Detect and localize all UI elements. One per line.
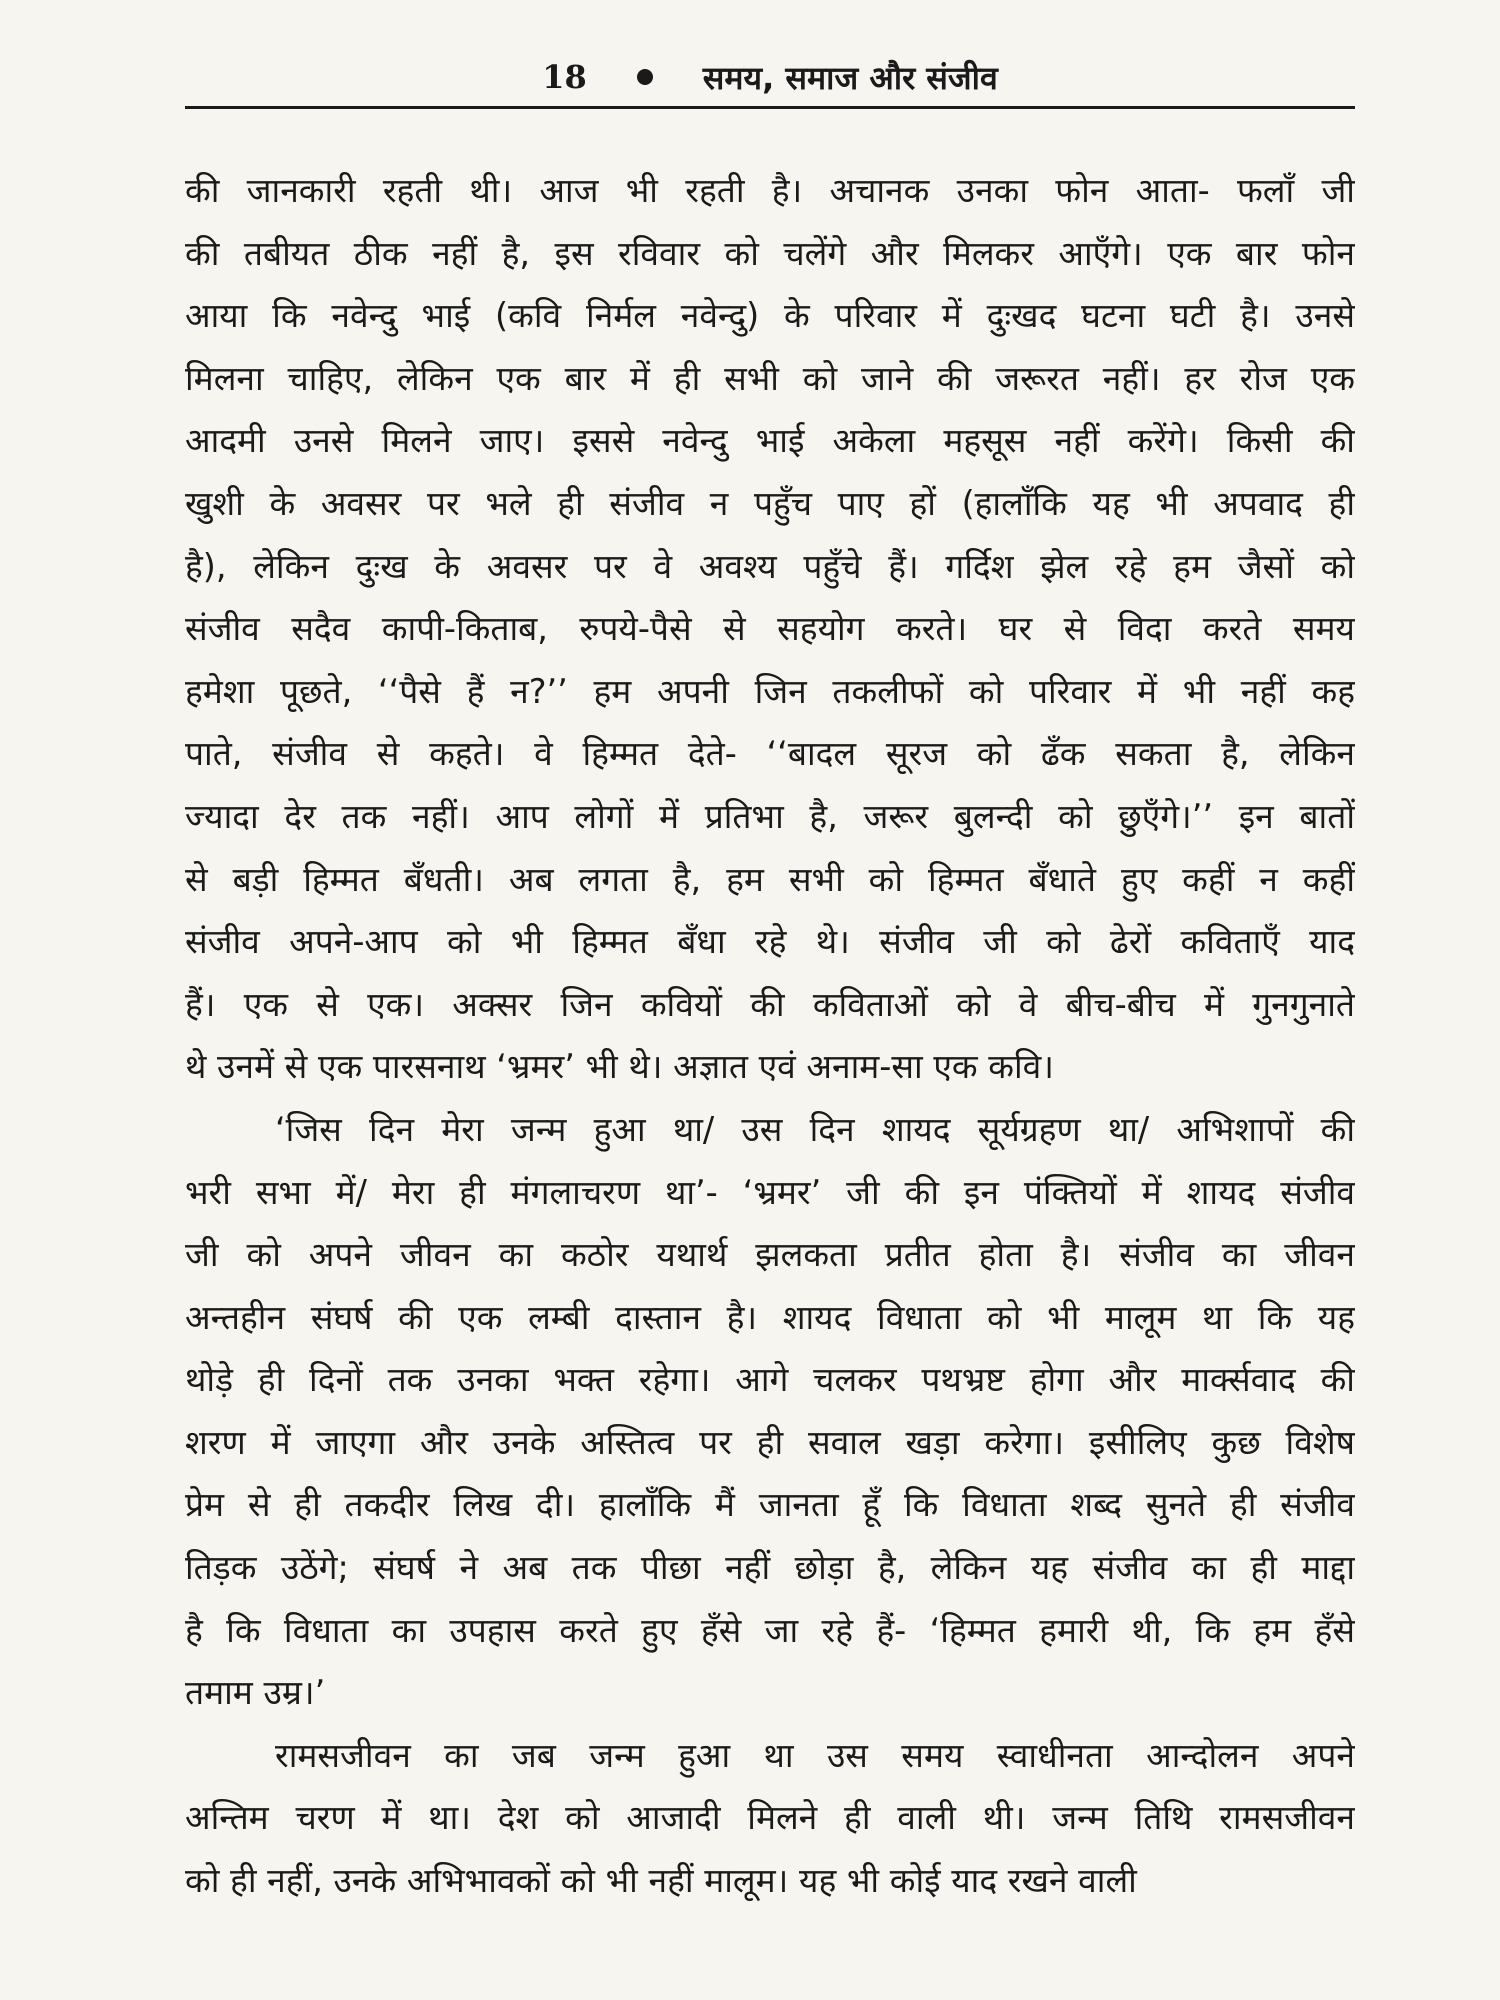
text-line: मिलना चाहिए, लेकिन एक बार में ही सभी को जाने की जरूरत नहीं। हर रोज एक [185, 358, 1355, 398]
text-line: तमाम उम्र।’ [185, 1673, 326, 1713]
text-line: रामसजीवन का जब जन्म हुआ था उस समय स्वाधीनता आन्दोलन अपने [275, 1735, 1355, 1775]
text-line: प्रेम से ही तकदीर लिख दी। हालाँकि मैं जानता हूँ कि विधाता शब्द सुनते ही संजीव [185, 1485, 1355, 1525]
text-line: भरी सभा में/ मेरा ही मंगलाचरण था’- ‘भ्रमर’ जी की इन पंक्तियों में शायद संजीव [185, 1172, 1355, 1212]
text-line: की तबीयत ठीक नहीं है, इस रविवार को चलेंगे और मिलकर आएँगे। एक बार फोन [185, 233, 1355, 273]
paragraph [185, 1099, 1355, 1725]
text-line: आया कि नवेन्दु भाई (कवि निर्मल नवेन्दु) के परिवार में दुःखद घटना घटी है। उनसे [185, 296, 1355, 336]
page-number: 18 [542, 58, 587, 96]
text-line: है), लेकिन दुःख के अवसर पर वे अवश्य पहुँचे हैं। गर्दिश झेल रहे हम जैसों को [185, 546, 1355, 586]
text-line: पाते, संजीव से कहते। वे हिम्मत देते- ‘‘बादल सूरज को ढँक सकता है, लेकिन [185, 734, 1355, 774]
bullet-icon [637, 69, 653, 85]
text-line: तिड़क उठेंगे; संघर्ष ने अब तक पीछा नहीं छोड़ा है, लेकिन यह संजीव का ही माद्दा [185, 1548, 1355, 1588]
text-line: ‘जिस दिन मेरा जन्म हुआ था/ उस दिन शायद सूर्यग्रहण था/ अभिशापों की [275, 1109, 1355, 1149]
text-line: है कि विधाता का उपहास करते हुए हँसे जा रहे हैं- ‘हिम्मत हमारी थी, कि हम हँसे [185, 1610, 1355, 1650]
text-line: थे उनमें से एक पारसनाथ ‘भ्रमर’ भी थे। अज्ञात एवं अनाम-सा एक कवि। [185, 1047, 1054, 1087]
text-line: जी को अपने जीवन का कठोर यथार्थ झलकता प्रतीत होता है। संजीव का जीवन [185, 1235, 1355, 1275]
text-line: अन्तिम चरण में था। देश को आजादी मिलने ही वाली थी। जन्म तिथि रामसजीवन [185, 1798, 1355, 1838]
text-line: थोड़े ही दिनों तक उनका भक्त रहेगा। आगे चलकर पथभ्रष्ट होगा और मार्क्सवाद की [185, 1360, 1355, 1400]
page-body [185, 160, 1355, 1913]
text-line: आदमी उनसे मिलने जाए। इससे नवेन्दु भाई अकेला महसूस नहीं करेंगे। किसी की [185, 421, 1355, 461]
text-line: खुशी के अवसर पर भले ही संजीव न पहुँच पाए हों (हालाँकि यह भी अपवाद ही [185, 483, 1355, 523]
text-line: अन्तहीन संघर्ष की एक लम्बी दास्तान है। शायद विधाता को भी मालूम था कि यह [185, 1297, 1355, 1337]
text-line: हैं। एक से एक। अक्सर जिन कवियों की कविताओं को वे बीच-बीच में गुनगुनाते [185, 984, 1355, 1024]
running-header [185, 52, 1355, 102]
text-line: से बड़ी हिम्मत बँधती। अब लगता है, हम सभी को हिम्मत बँधाते हुए कहीं न कहीं [185, 859, 1355, 899]
text-line: हमेशा पूछते, ‘‘पैसे हैं न?’’ हम अपनी जिन तकलीफों को परिवार में भी नहीं कह [185, 671, 1355, 711]
text-line: को ही नहीं, उनके अभिभावकों को भी नहीं मालूम। यह भी कोई याद रखने वाली [185, 1861, 1137, 1901]
text-line: ज्यादा देर तक नहीं। आप लोगों में प्रतिभा है, जरूर बुलन्दी को छुएँगे।’’ इन बातों [185, 796, 1355, 836]
text-line: शरण में जाएगा और उनके अस्तित्व पर ही सवाल खड़ा करेगा। इसीलिए कुछ विशेष [185, 1422, 1355, 1462]
header-rule [185, 106, 1355, 109]
book-title: समय, समाज और संजीव [702, 58, 998, 97]
paragraph [185, 1725, 1355, 1913]
text-line: की जानकारी रहती थी। आज भी रहती है। अचानक उनका फोन आता- फलाँ जी [185, 171, 1355, 210]
text-line: संजीव अपने-आप को भी हिम्मत बँधा रहे थे। संजीव जी को ढेरों कविताएँ याद [185, 922, 1355, 962]
text-line: संजीव सदैव कापी-किताब, रुपये-पैसे से सहयोग करते। घर से विदा करते समय [185, 609, 1355, 649]
paragraph [185, 160, 1355, 1099]
